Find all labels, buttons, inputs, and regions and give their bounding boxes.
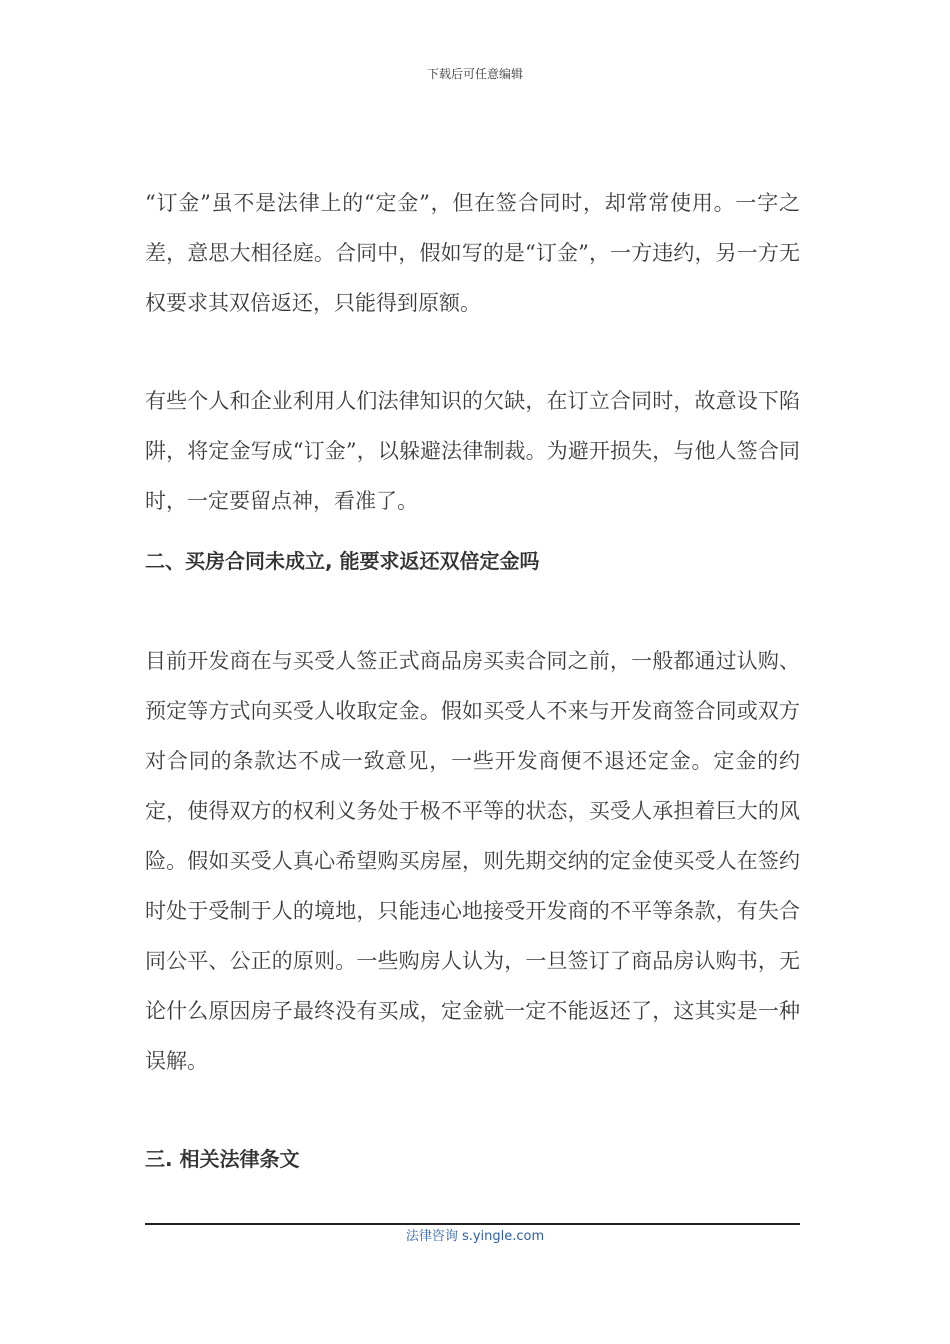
footer-divider [145, 1223, 800, 1225]
page-header-note: 下载后可任意编辑 [426, 67, 523, 81]
document-body [145, 178, 800, 1174]
paragraph-developer-deposit: 目前开发商在与买受人签正式商品房买卖合同之前，一般都通过认购、预定等方式向买受人收取定金。假如买受人不来与开发商签合同或双方对合同的条款达不成一致意见，一些开发商便不退还定金。定金的约定，使得双方的权利义务处于极不平等的状态，买受人承担着巨大的风险。假如买受人真心希望购买房屋，则先期交纳的定金使买受人在签约时处于受制于人的境地，只能违心地接受开发商的不平等条款，有失合同公平、公正的原则。一些购房人认为，一旦签订了商品房认购书，无论什么原因房子最终没有买成，定金就一定不能返还了，这其实是一种误解。 [145, 649, 800, 1073]
footer-link[interactable]: 法律咨询 s.yingle.com [405, 1229, 545, 1244]
section-heading-3: 三. 相关法律条文 [145, 1147, 300, 1171]
paragraph-contract-trap: 有些个人和企业利用人们法律知识的欠缺，在订立合同时，故意设下陷阱，将定金写成“订金”，以躲避法律制裁。为避开损失，与他人签合同时，一定要留点神，看准了。 [145, 389, 800, 513]
section-heading-2: 二、买房合同未成立, 能要求返还双倍定金吗 [145, 549, 540, 573]
page-footer [0, 1228, 950, 1246]
paragraph-dingjin-difference: “订金”虽不是法律上的“定金”，但在签合同时，却常常使用。一字之差，意思大相径庭。合同中，假如写的是“订金”，一方违约，另一方无权要求其双倍返还，只能得到原额。 [145, 191, 800, 315]
